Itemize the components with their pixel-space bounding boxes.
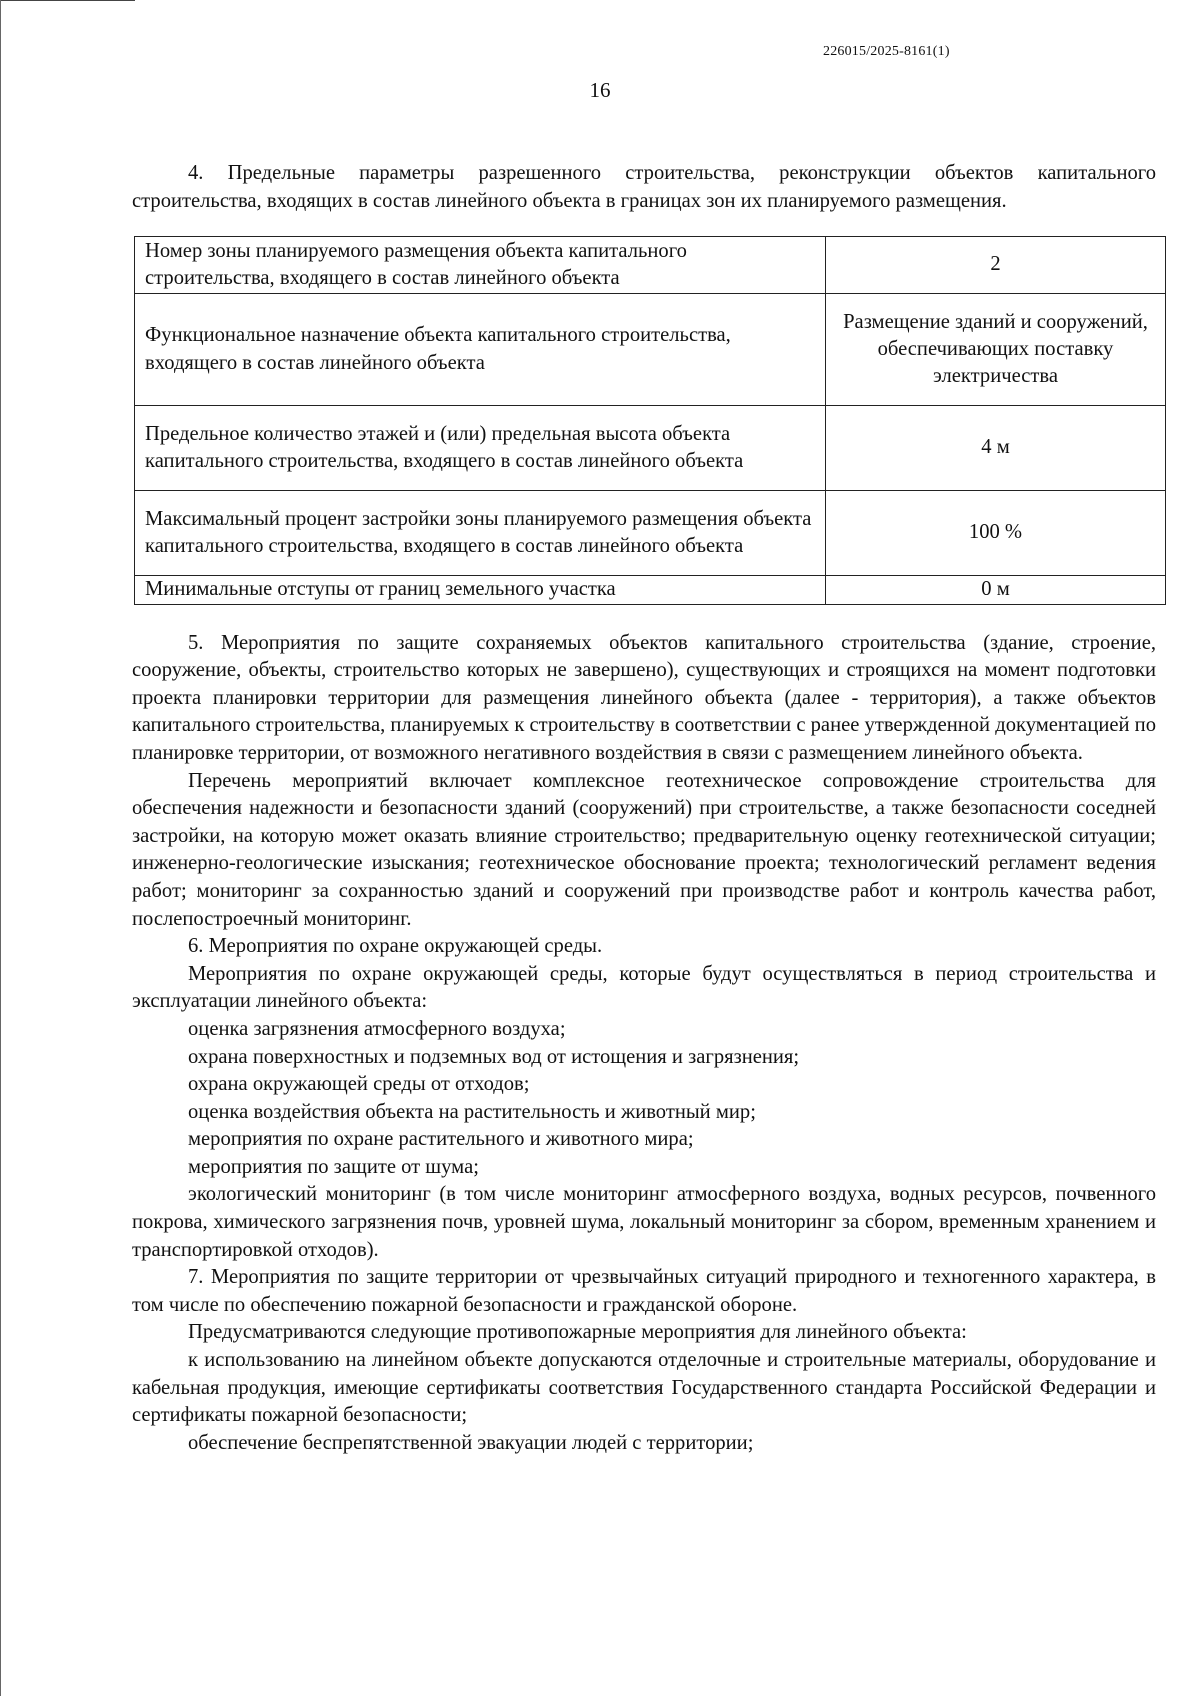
table-cell-label: Предельное количество этажей и (или) предельная высота объекта капитального строительства, входящего в состав линейного объекта — [135, 406, 826, 491]
section-7-intro: Предусматриваются следующие противопожарные мероприятия для линейного объекта: — [188, 1321, 967, 1344]
table-cell-label: Номер зоны планируемого размещения объекта капитального строительства, входящего в состав линейного объекта — [135, 237, 826, 294]
table-cell-label: Максимальный процент застройки зоны планируемого размещения объекта капитального строительства, входящего в состав линейного объекта — [135, 491, 826, 576]
section-6-heading: 6. Мероприятия по охране окружающей среды. — [188, 935, 603, 958]
section-5-paragraph-1: 5. Мероприятия по защите сохраняемых объектов капитального строительства (здание, строение, сооружение, объекты, строительство которых не завершено), существующих и строящихся на момент подготовки проекта планировки территории для размещения линейного объекта (далее - территория), а также объектов капитального строительства, планируемых к строительству в соответствии с ранее утвержденной документацией по планировке территории, от возможного негативного воздействия в связи с размещением линейного объекта. — [132, 631, 1156, 764]
section-6-intro: Мероприятия по охране окружающей среды, которые будут осуществляться в период строительства и эксплуатации линейного объекта: — [132, 962, 1156, 1013]
section-6-monitoring: экологический мониторинг (в том числе мониторинг атмосферного воздуха, водных ресурсов, почвенного покрова, химического загрязнения почв, уровней шума, локальный мониторинг за сбором, временным хранением и транспортировкой отходов). — [132, 1183, 1156, 1261]
table-cell-label: Минимальные отступы от границ земельного участка — [135, 576, 826, 604]
section-4-paragraph: 4. Предельные параметры разрешенного строительства, реконструкции объектов капитального строительства, входящих в состав линейного объекта в границах зон их планируемого размещения. — [132, 162, 1156, 212]
table-row — [135, 491, 1166, 576]
section-5-paragraph-2: Перечень мероприятий включает комплексное геотехническое сопровождение строительства для обеспечения надежности и безопасности зданий (сооружений) при строительстве, а также безопасности соседней застройки, на которую может оказать влияние строительство; предварительную оценку геотехнической ситуации; инженерно-геологические изыскания; геотехническое обоснование проекта; технологический регламент ведения работ; мониторинг за сохранностью зданий и сооружений при производстве работ и контроль качества работ, послепостроечный мониторинг. — [132, 769, 1156, 930]
list-item: охрана поверхностных и подземных вод от истощения и загрязнения; — [188, 1045, 800, 1068]
spacer — [132, 605, 1156, 630]
table-cell-value: 4 м — [826, 406, 1166, 491]
document-number: 226015/2025-8161(1) — [823, 44, 950, 59]
list-item: оценка воздействия объекта на растительность и животный мир; — [188, 1100, 756, 1123]
table-row — [135, 237, 1166, 294]
page-number — [0, 78, 1200, 103]
table-cell-value: Размещение зданий и сооружений, обеспечивающих поставку электричества — [826, 294, 1166, 406]
section-7-paragraph-1: к использованию на линейном объекте допускаются отделочные и строительные материалы, оборудование и кабельная продукция, имеющие сертификаты соответствия Государственного стандарта Российской Федерации и сертификаты пожарной безопасности; — [132, 1349, 1156, 1427]
document-body — [132, 160, 1156, 1457]
parameters-table — [134, 236, 1166, 604]
table-cell-value: 100 % — [826, 491, 1166, 576]
list-item: мероприятия по защите от шума; — [188, 1155, 479, 1178]
page-number-text: 16 — [589, 78, 611, 102]
table-cell-label: Функциональное назначение объекта капитального строительства, входящего в состав линейного объекта — [135, 294, 826, 406]
table-cell-value: 2 — [826, 237, 1166, 294]
section-7-heading: 7. Мероприятия по защите территории от чрезвычайных ситуаций природного и техногенного характера, в том числе по обеспечению пожарной безопасности и гражданской обороне. — [132, 1266, 1156, 1316]
list-item: охрана окружающей среды от отходов; — [188, 1073, 530, 1096]
page-frame-left-edge — [0, 0, 1, 1696]
page-frame-top-edge — [0, 0, 135, 3]
list-item: оценка загрязнения атмосферного воздуха; — [188, 1017, 566, 1040]
table-cell-value: 0 м — [826, 576, 1166, 604]
section-7-paragraph-2: обеспечение беспрепятственной эвакуации людей с территории; — [188, 1431, 754, 1454]
table-row — [135, 294, 1166, 406]
table-row — [135, 406, 1166, 491]
table-row — [135, 576, 1166, 604]
list-item: мероприятия по охране растительного и животного мира; — [188, 1128, 694, 1151]
